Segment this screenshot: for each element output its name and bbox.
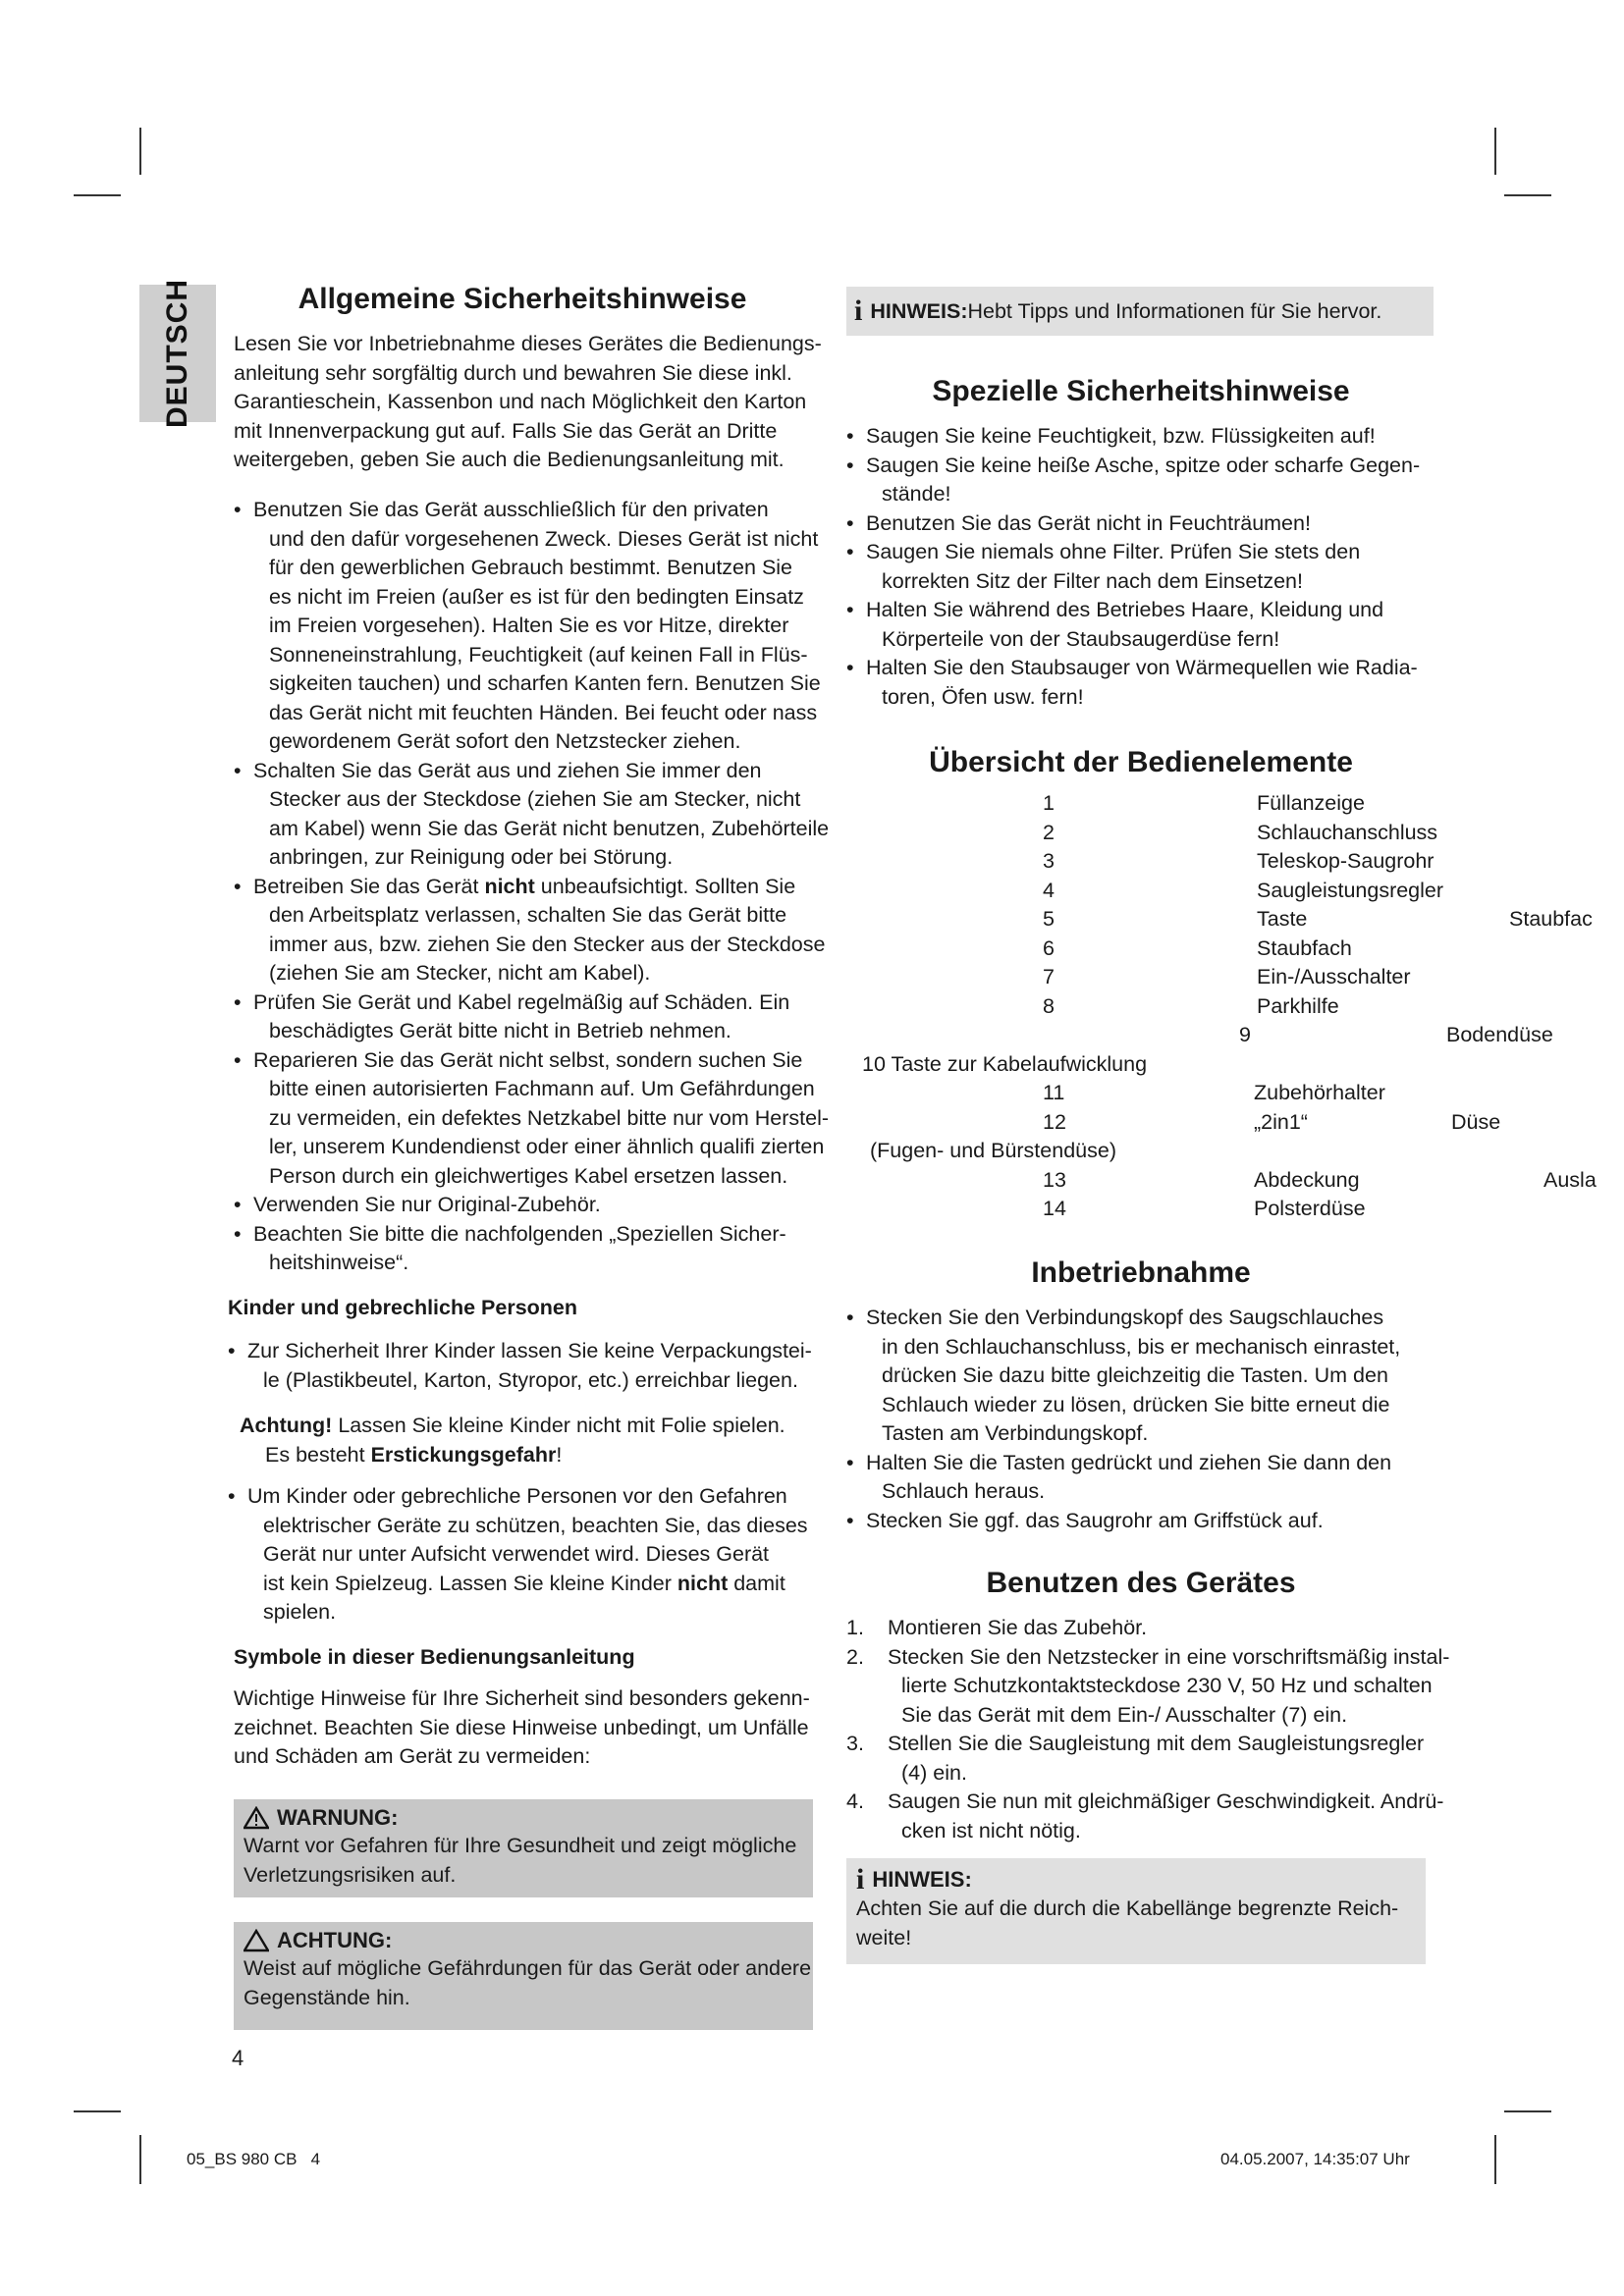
safety-bullet — [234, 1220, 823, 1278]
caution-text — [244, 1953, 812, 2012]
warning-box-title — [244, 1805, 803, 1831]
step-number: 1. — [846, 1616, 864, 1639]
caution-title-text: ACHTUNG: — [277, 1928, 393, 1952]
crop-mark — [74, 2110, 121, 2112]
bullet-dot: • — [234, 1221, 242, 1246]
bullet-dot: • — [846, 510, 854, 535]
control-num: 1 — [1043, 791, 1055, 815]
control-label: Taste — [1257, 907, 1308, 931]
warning-triangle-icon — [244, 1806, 269, 1830]
caution-box — [234, 1922, 813, 2030]
control-num: 9 — [1239, 1023, 1251, 1046]
control-row-10: 10 Taste zur Kabelaufwicklung — [862, 1052, 1148, 1076]
special-safety-bullet — [846, 509, 1435, 539]
text-line: im Freien vorgesehen). Halten Sie es vor Hitze, direkter — [269, 614, 789, 637]
bullet-dot: • — [846, 1508, 854, 1532]
hinweis-top-text: Hebt Tipps und Informationen für Sie hervor. — [967, 298, 1382, 323]
text-line: Person durch ein gleichwertiges Kabel ersetzen lassen. — [269, 1163, 788, 1188]
text-line: Montieren Sie das Zubehör. — [888, 1616, 1148, 1639]
text-line: Sie das Gerät mit dem Ein-/ Ausschalter (7) ein. — [901, 1702, 1348, 1727]
text-line: Stecken Sie ggf. das Saugrohr am Griffstück auf. — [866, 1508, 1324, 1532]
text-line: Gegenstände hin. — [244, 1986, 410, 2009]
text-line: Benutzen Sie das Gerät nicht in Feuchträumen! — [866, 510, 1311, 535]
usage-step — [846, 1788, 1444, 1845]
setup-bullet — [846, 1304, 1435, 1449]
text-line: bitte einen autorisierten Fachmann auf. Um Gefährdungen — [269, 1077, 815, 1100]
text-line: es nicht im Freien (außer es ist für den bedingten Einsatz — [269, 584, 804, 609]
text-line: cken ist nicht nötig. — [901, 1818, 1081, 1842]
text-line: Halten Sie die Tasten gedrückt und ziehen Sie dann den — [866, 1450, 1392, 1474]
text-line: Prüfen Sie Gerät und Kabel regelmäßig auf Schäden. Ein — [253, 989, 790, 1014]
control-label: Schlauchanschluss — [1257, 820, 1438, 844]
hinweis-top-label: HINWEIS: — [870, 298, 968, 323]
text-line: ler, unserem Kundendienst oder einer ähnlich qualifi zierten — [269, 1135, 825, 1158]
special-safety-bullet — [846, 654, 1435, 712]
control-num: 14 — [1043, 1197, 1066, 1220]
safety-bullet — [234, 496, 823, 757]
text-line: Benutzen Sie das Gerät ausschließlich für den privaten — [253, 498, 769, 521]
control-num: 4 — [1043, 878, 1055, 902]
text-line: das Gerät nicht mit feuchten Händen. Bei feucht oder nass — [269, 700, 818, 724]
text-line: Um Kinder oder gebrechliche Personen vor den Gefahren — [247, 1484, 787, 1508]
achtung-note — [240, 1412, 785, 1469]
text-line: (ziehen Sie am Stecker, nicht am Kabel). — [269, 961, 651, 985]
text-line: am Kabel) wenn Sie das Gerät nicht benutzen, Zubehörteile — [269, 816, 830, 840]
symbols-paragraph — [234, 1684, 813, 1772]
text-line: Warnt vor Gefahren für Ihre Gesundheit und zeigt mögliche — [244, 1834, 797, 1857]
info-icon: i — [854, 294, 863, 327]
bullet-dot: • — [234, 1193, 242, 1216]
text-line: beschädigtes Gerät bitte nicht in Betrieb nehmen. — [269, 1019, 731, 1042]
children-bullet — [228, 1482, 817, 1628]
text-line: immer aus, bzw. ziehen Sie den Stecker aus der Steckdose — [269, 932, 826, 956]
text-line: und den dafür vorgesehenen Zweck. Dieses Gerät ist nicht — [269, 526, 819, 551]
safety-bullet — [234, 1191, 823, 1220]
text-line: weitergeben, geben Sie auch die Bedienungsanleitung mit. — [234, 448, 785, 471]
language-tab — [139, 278, 216, 429]
control-extra: Staubfac — [1509, 907, 1593, 931]
hinweis-bottom-title — [856, 1863, 1416, 1896]
text-line: sigkeiten tauchen) und scharfen Kanten fern. Benutzen Sie — [269, 671, 821, 695]
control-extra: Düse — [1451, 1110, 1501, 1134]
bullet-dot: • — [228, 1339, 236, 1362]
bullet-dot: • — [846, 598, 854, 621]
hinweis-bottom-label: HINWEIS: — [872, 1867, 972, 1892]
text-line: Schalten Sie das Gerät aus und ziehen Sie immer den — [253, 758, 762, 782]
text-line: heitshinweise“. — [269, 1251, 409, 1274]
control-num: 5 — [1043, 907, 1055, 931]
warning-title-text: WARNUNG: — [277, 1805, 399, 1830]
crop-mark — [1494, 2135, 1496, 2184]
text-line: Betreiben Sie das Gerät nicht unbeaufsichtigt. Sollten Sie — [253, 874, 796, 898]
bullet-dot: • — [846, 656, 854, 679]
setup-bullet — [846, 1507, 1435, 1536]
usage-step — [846, 1730, 1435, 1788]
text-line: anleitung sehr sorgfältig durch und bewahren Sie diese inkl. — [234, 360, 792, 385]
footer-left: 05_BS 980 CB 4 — [187, 2150, 321, 2168]
safety-bullet — [234, 757, 830, 873]
bullet-dot: • — [846, 540, 854, 563]
text-line: Sonneneinstrahlung, Feuchtigkeit (auf keinen Fall in Flüs- — [269, 642, 808, 667]
text-line: korrekten Sitz der Filter nach dem Einsetzen! — [882, 568, 1303, 593]
usage-step — [846, 1614, 1435, 1643]
section-title-general-safety: Allgemeine Sicherheitshinweise — [298, 283, 747, 315]
text-line: Stecker aus der Steckdose (ziehen Sie am Stecker, nicht — [269, 787, 801, 811]
section-title-special-safety: Spezielle Sicherheitshinweise — [932, 375, 1350, 407]
text-line: Garantieschein, Kassenbon und nach Möglichkeit den Karton — [234, 390, 807, 413]
children-heading: Kinder und gebrechliche Personen — [228, 1296, 578, 1319]
text-line: lierte Schutzkontaktsteckdose 230 V, 50 Hz und schalten — [901, 1674, 1433, 1697]
hinweis-bottom-text — [856, 1894, 1416, 1952]
control-label: Ein-/Ausschalter — [1257, 965, 1411, 988]
control-extra: Ausla — [1543, 1168, 1597, 1192]
step-number: 2. — [846, 1644, 864, 1669]
crop-mark — [1504, 194, 1551, 196]
symbols-heading: Symbole in dieser Bedienungsanleitung — [234, 1645, 635, 1669]
text-line: Wichtige Hinweise für Ihre Sicherheit sind besonders gekenn- — [234, 1686, 810, 1710]
text-line: (4) ein. — [901, 1760, 967, 1785]
special-safety-bullet — [846, 452, 1435, 509]
text-line: Stecken Sie den Netzstecker in eine vorschriftsmäßig instal- — [888, 1644, 1450, 1669]
control-label: Zubehörhalter — [1254, 1081, 1385, 1104]
text-line: le (Plastikbeutel, Karton, Styropor, etc.) erreichbar liegen. — [263, 1367, 798, 1392]
step-number: 4. — [846, 1789, 864, 1813]
text-line: gewordenem Gerät sofort den Netzstecker ziehen. — [269, 729, 741, 753]
text-line: in den Schlauchanschluss, bis er mechanisch einrastet, — [882, 1334, 1401, 1359]
bullet-dot: • — [234, 874, 242, 898]
setup-bullet — [846, 1449, 1435, 1507]
text-line: Saugen Sie keine Feuchtigkeit, bzw. Flüssigkeiten auf! — [866, 424, 1376, 448]
text-line: Saugen Sie keine heiße Asche, spitze oder scharfe Gegen- — [866, 453, 1421, 477]
special-safety-bullet — [846, 538, 1435, 596]
text-line: drücken Sie dazu bitte gleichzeitig die Tasten. Um den — [882, 1363, 1388, 1387]
text-line: Stecken Sie den Verbindungskopf des Saugschlauches — [866, 1306, 1384, 1329]
safety-bullet — [234, 988, 823, 1046]
bullet-dot: • — [234, 758, 242, 782]
hinweis-bottom-box — [846, 1858, 1426, 1964]
section-title-usage: Benutzen des Gerätes — [986, 1567, 1296, 1599]
section-title-setup: Inbetriebnahme — [1031, 1256, 1251, 1289]
intro-paragraph — [234, 330, 822, 475]
footer-right: 04.05.2007, 14:35:07 Uhr — [1220, 2150, 1410, 2168]
control-num: 7 — [1043, 965, 1055, 988]
text-line: Halten Sie den Staubsauger von Wärmequellen wie Radia- — [866, 656, 1418, 679]
achtung-text-2-post: ! — [556, 1442, 563, 1467]
info-icon: i — [856, 1863, 865, 1896]
hinweis-top-box — [846, 287, 1434, 336]
text-line: zeichnet. Beachten Sie diese Hinweise unbedingt, um Unfälle — [234, 1715, 809, 1739]
bullet-dot: • — [234, 1047, 242, 1072]
text-line: Saugen Sie niemals ohne Filter. Prüfen Sie stets den — [866, 540, 1361, 563]
bullet-dot: • — [234, 498, 242, 521]
text-line: Zur Sicherheit Ihrer Kinder lassen Sie keine Verpackungstei- — [247, 1339, 812, 1362]
crop-mark — [74, 194, 121, 196]
control-row-12-continued: (Fugen- und Bürstendüse) — [870, 1139, 1116, 1162]
control-label: „2in1“ — [1254, 1110, 1308, 1134]
text-line: anbringen, zur Reinigung oder bei Störung. — [269, 845, 674, 869]
safety-bullet — [234, 1046, 830, 1192]
warning-text — [244, 1831, 803, 1890]
bullet-dot: • — [846, 453, 854, 477]
control-num: 13 — [1043, 1168, 1066, 1192]
control-label: Saugleistungsregler — [1257, 878, 1444, 902]
safety-bullet — [234, 873, 826, 988]
control-label: Staubfach — [1257, 935, 1352, 960]
crop-mark — [1494, 128, 1496, 175]
crop-mark — [139, 128, 141, 175]
control-extra: Bodendüse — [1446, 1023, 1553, 1046]
warning-box — [234, 1799, 813, 1897]
text-line: Schlauch wieder zu lösen, drücken Sie bitte erneut die — [882, 1392, 1390, 1416]
control-num: 3 — [1043, 849, 1055, 873]
crop-mark — [139, 2135, 141, 2184]
text-line: Halten Sie während des Betriebes Haare, Kleidung und — [866, 598, 1384, 621]
achtung-text-2-pre: Es besteht — [265, 1442, 371, 1467]
text-line: für den gewerblichen Gebrauch bestimmt. Benutzen Sie — [269, 556, 793, 579]
text-line: Weist auf mögliche Gefährdungen für das Gerät oder andere — [244, 1956, 812, 1980]
text-line: Tasten am Verbindungskopf. — [882, 1421, 1149, 1445]
control-num: 2 — [1043, 820, 1055, 844]
control-label: Parkhilfe — [1257, 993, 1339, 1018]
text-line: und Schäden am Gerät zu vermeiden: — [234, 1744, 591, 1768]
page-number: 4 — [232, 2046, 244, 2070]
caution-triangle-icon — [244, 1929, 269, 1952]
control-row-9 — [1239, 1021, 1251, 1050]
text-line: Gerät nur unter Aufsicht verwendet wird. Dieses Gerät — [263, 1542, 770, 1566]
text-line: ist kein Spielzeug. Lassen Sie kleine Kinder nicht damit — [263, 1571, 785, 1595]
control-num: 6 — [1043, 935, 1055, 960]
achtung-label: Achtung! — [240, 1414, 333, 1437]
control-label: Polsterdüse — [1254, 1197, 1366, 1220]
children-bullet — [228, 1337, 817, 1395]
bullet-dot: • — [234, 989, 242, 1014]
crop-mark — [1504, 2110, 1551, 2112]
text-line: mit Innenverpackung gut auf. Falls Sie das Gerät an Dritte — [234, 418, 778, 443]
text-line: Stellen Sie die Saugleistung mit dem Saugleistungsregler — [888, 1732, 1425, 1755]
text-line: Reparieren Sie das Gerät nicht selbst, sondern suchen Sie — [253, 1047, 803, 1072]
control-num: 12 — [1043, 1110, 1066, 1134]
text-line: weite! — [856, 1926, 912, 1949]
bullet-dot: • — [228, 1484, 236, 1508]
usage-step — [846, 1643, 1450, 1731]
text-line: Beachten Sie bitte die nachfolgenden „Speziellen Sicher- — [253, 1221, 786, 1246]
text-line: Verwenden Sie nur Original-Zubehör. — [253, 1193, 601, 1216]
control-label: Füllanzeige — [1257, 791, 1365, 815]
text-line: Achten Sie auf die durch die Kabellänge begrenzte Reich- — [856, 1896, 1399, 1920]
text-line: elektrischer Geräte zu schützen, beachten Sie, das dieses — [263, 1513, 808, 1537]
caution-box-title — [244, 1928, 803, 1953]
achtung-text-1: Lassen Sie kleine Kinder nicht mit Folie spielen. — [332, 1414, 785, 1437]
text-line: Schlauch heraus. — [882, 1479, 1046, 1503]
special-safety-bullet — [846, 596, 1435, 654]
section-title-controls: Übersicht der Bedienelemente — [929, 746, 1353, 778]
text-line: stände! — [882, 482, 951, 506]
bullet-dot: • — [846, 424, 854, 448]
control-label: Teleskop-Saugrohr — [1257, 849, 1435, 873]
text-line: den Arbeitsplatz verlassen, schalten Sie das Gerät bitte — [269, 903, 787, 927]
text-line: Saugen Sie nun mit gleichmäßiger Geschwindigkeit. Andrü- — [888, 1789, 1444, 1813]
bullet-dot: • — [846, 1306, 854, 1329]
step-number: 3. — [846, 1732, 864, 1755]
special-safety-bullet — [846, 422, 1435, 452]
control-num: 8 — [1043, 993, 1055, 1018]
text-line: spielen. — [263, 1600, 337, 1624]
achtung-text-2-bold: Erstickungsgefahr — [370, 1442, 557, 1467]
text-line: toren, Öfen usw. fern! — [882, 684, 1084, 709]
text-line: Lesen Sie vor Inbetriebnahme dieses Gerätes die Bedienungs- — [234, 332, 822, 355]
language-tab-label: DEUTSCH — [161, 278, 193, 429]
bullet-dot: • — [846, 1450, 854, 1474]
control-num: 11 — [1043, 1081, 1065, 1104]
text-line: Verletzungsrisiken auf. — [244, 1863, 457, 1887]
control-label: Abdeckung — [1254, 1168, 1360, 1192]
text-line: Körperteile von der Staubsaugerdüse fern! — [882, 626, 1280, 651]
text-line: zu vermeiden, ein defektes Netzkabel bitte nur vom Herstel- — [269, 1105, 830, 1130]
